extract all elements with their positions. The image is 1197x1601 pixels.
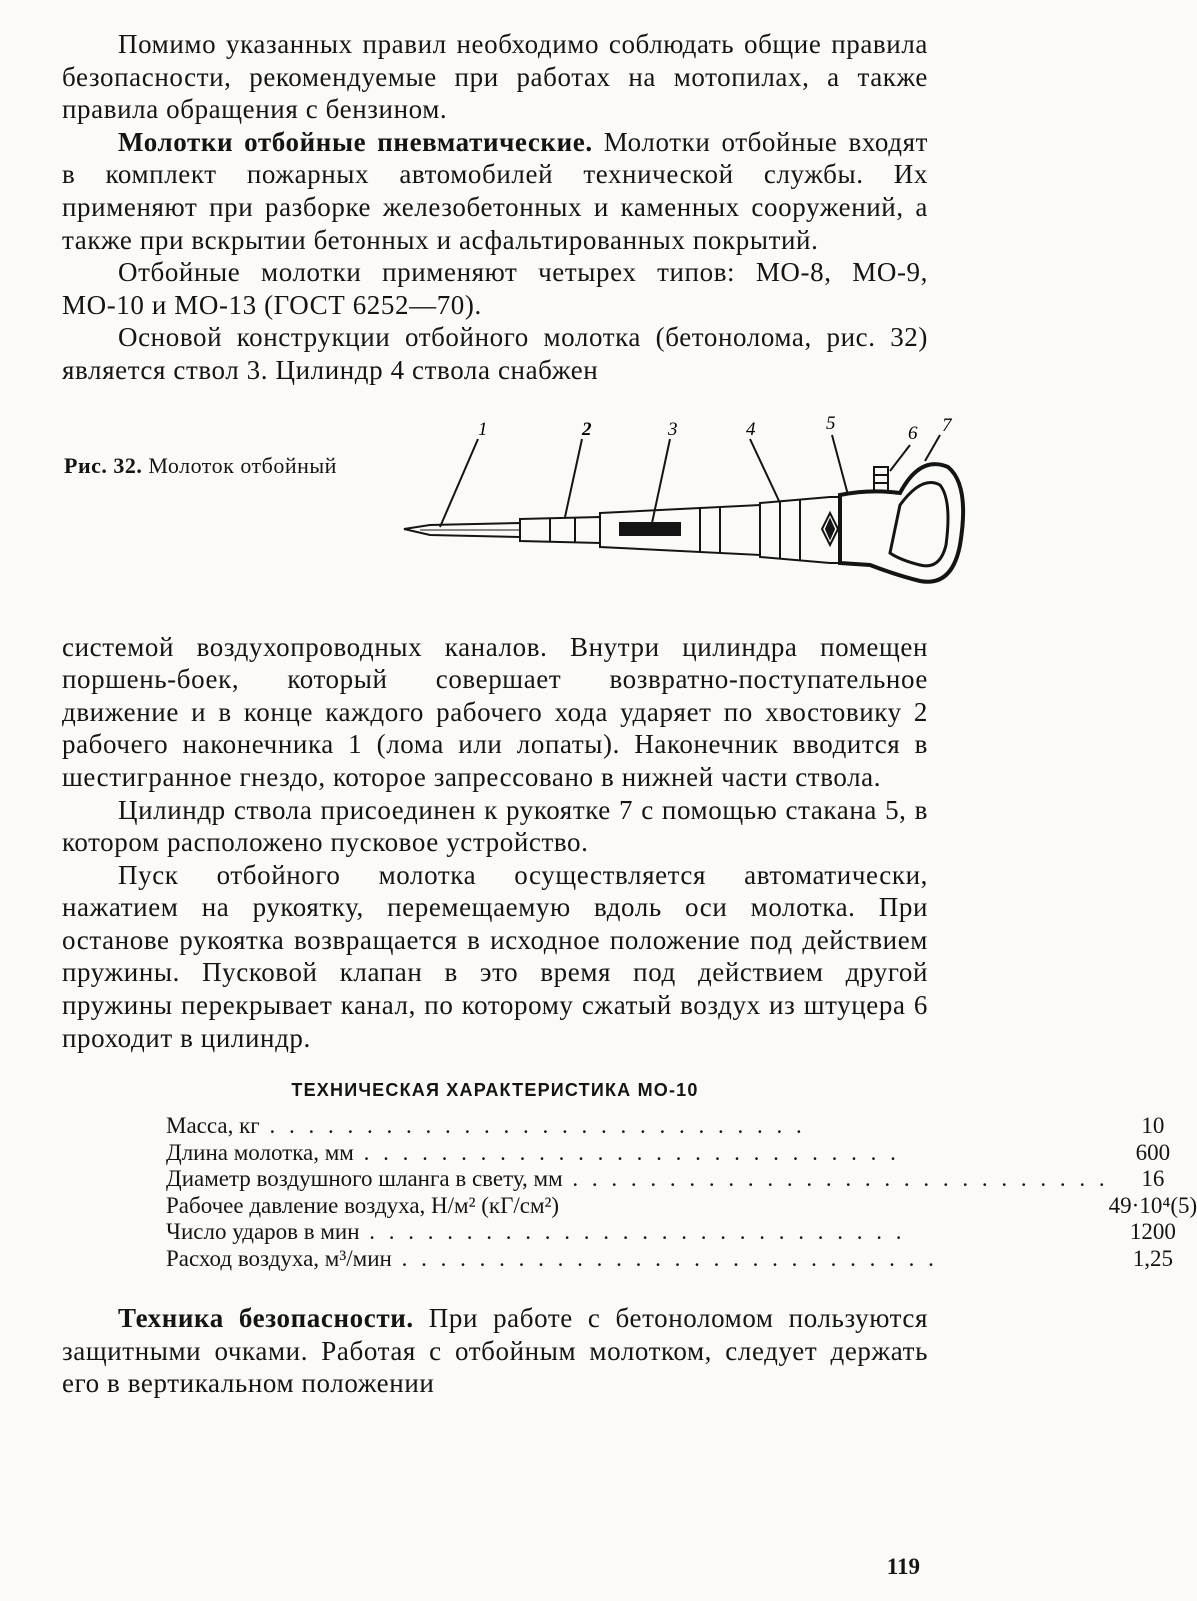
page-number: 119 <box>886 1554 920 1579</box>
spec-row <box>166 1246 1197 1273</box>
figure-caption-text: Молоток отбойный <box>142 452 337 478</box>
figure-32 <box>62 387 952 631</box>
spec-value: 1,25 <box>1132 1245 1174 1271</box>
paragraph-safety-text: При работе с бетоноломом пользуются защитными очками. Работая с отбойным молотком, следует держать его в вертикальном положении <box>62 1303 928 1399</box>
hammer-illustration <box>400 405 952 595</box>
figure-caption <box>64 453 344 479</box>
spec-row <box>166 1113 1197 1140</box>
paragraph-construction: Основой конструкции отбойного молотка (бетонолома, рис. 32) является ствол 3. Цилиндр 4 ствола снабжен <box>62 322 928 385</box>
paragraph-handle-connection: Цилиндр ствола присоединен к рукоятке 7 с помощью стакана 5, в котором расположено пусковое устройство. <box>62 794 928 858</box>
figure-label-1: 1 <box>478 418 488 440</box>
spec-label: Число ударов в мин <box>166 1219 360 1245</box>
paragraph-safety-technique <box>62 1302 928 1400</box>
figure-label-5: 5 <box>826 412 836 434</box>
figure-caption-label: Рис. 32. <box>64 452 143 478</box>
figure-label-7: 7 <box>942 414 952 436</box>
spec-row <box>166 1140 1197 1167</box>
spec-row <box>166 1166 1197 1193</box>
paragraph-hammers-intro <box>62 126 928 256</box>
figure-label-4: 4 <box>746 418 756 440</box>
spec-label: Масса, кг <box>166 1113 260 1139</box>
spec-value: 49·10⁴(5) <box>1108 1192 1197 1218</box>
spec-value: 600 <box>1135 1139 1171 1165</box>
spec-row <box>166 1219 1197 1246</box>
section-heading-hammers: Молотки отбойные пневматические. <box>118 126 593 157</box>
figure-label-3: 3 <box>668 418 678 440</box>
spec-table-title: ТЕХНИЧЕСКАЯ ХАРАКТЕРИСТИКА МО-10 <box>291 1080 699 1101</box>
spec-label: Диаметр воздушного шланга в свету, мм <box>166 1166 563 1192</box>
spec-row <box>166 1193 1197 1220</box>
spec-label: Длина молотка, мм <box>166 1139 354 1165</box>
spec-value: 10 <box>1141 1113 1165 1139</box>
section-heading-safety: Техника безопасности. <box>118 1303 414 1334</box>
paragraph-hammer-types: Отбойные молотки применяют четырех типов: МО-8, МО-9, МО-10 и МО-13 (ГОСТ 6252—70). <box>62 257 928 320</box>
spec-label: Рабочее давление воздуха, Н/м² (кГ/см²) <box>166 1192 560 1218</box>
paragraph-start-mechanism: Пуск отбойного молотка осуществляется автоматически, нажатием на рукоятку, перемещаемую вдоль оси молотка. При останове рукоятка возвращается в исходное положение под действием пружины. Пусковой клапан в это время под действием другой пружины перекрывает канал, по которому сжатый воздух из штуцера 6 проходит в цилиндр. <box>62 859 928 1053</box>
figure-label-6: 6 <box>908 422 918 444</box>
spec-value: 16 <box>1141 1166 1165 1192</box>
figure-label-2: 2 <box>582 418 592 440</box>
page-body <box>62 28 1197 1400</box>
paragraph-hammers-text: Молотки отбойные входят в комплект пожарных автомобилей технической службы. Их применяют при разборке железобетонных и каменных сооружений, а также при вскрытии бетонных и асфальтированных покрытий. <box>62 126 928 255</box>
paragraph-safety-general: Помимо указанных правил необходимо соблюдать общие правила безопасности, рекомендуемые при работах на мотопилах, а также правила обращения с бензином. <box>62 29 928 125</box>
spec-table <box>166 1113 1197 1272</box>
paragraph-cylinder-system: системой воздухопроводных каналов. Внутри цилиндра помещен поршень-боек, который совершает возвратно-поступательное движение и в конце каждого рабочего хода ударяет по хвостовику 2 рабочего наконечника 1 (лома или лопаты). Наконечник вводится в шестигранное гнездо, которое запрессовано в нижней части ствола. <box>62 631 928 792</box>
spec-value: 1200 <box>1129 1219 1176 1245</box>
spec-label: Расход воздуха, м³/мин <box>166 1245 392 1271</box>
